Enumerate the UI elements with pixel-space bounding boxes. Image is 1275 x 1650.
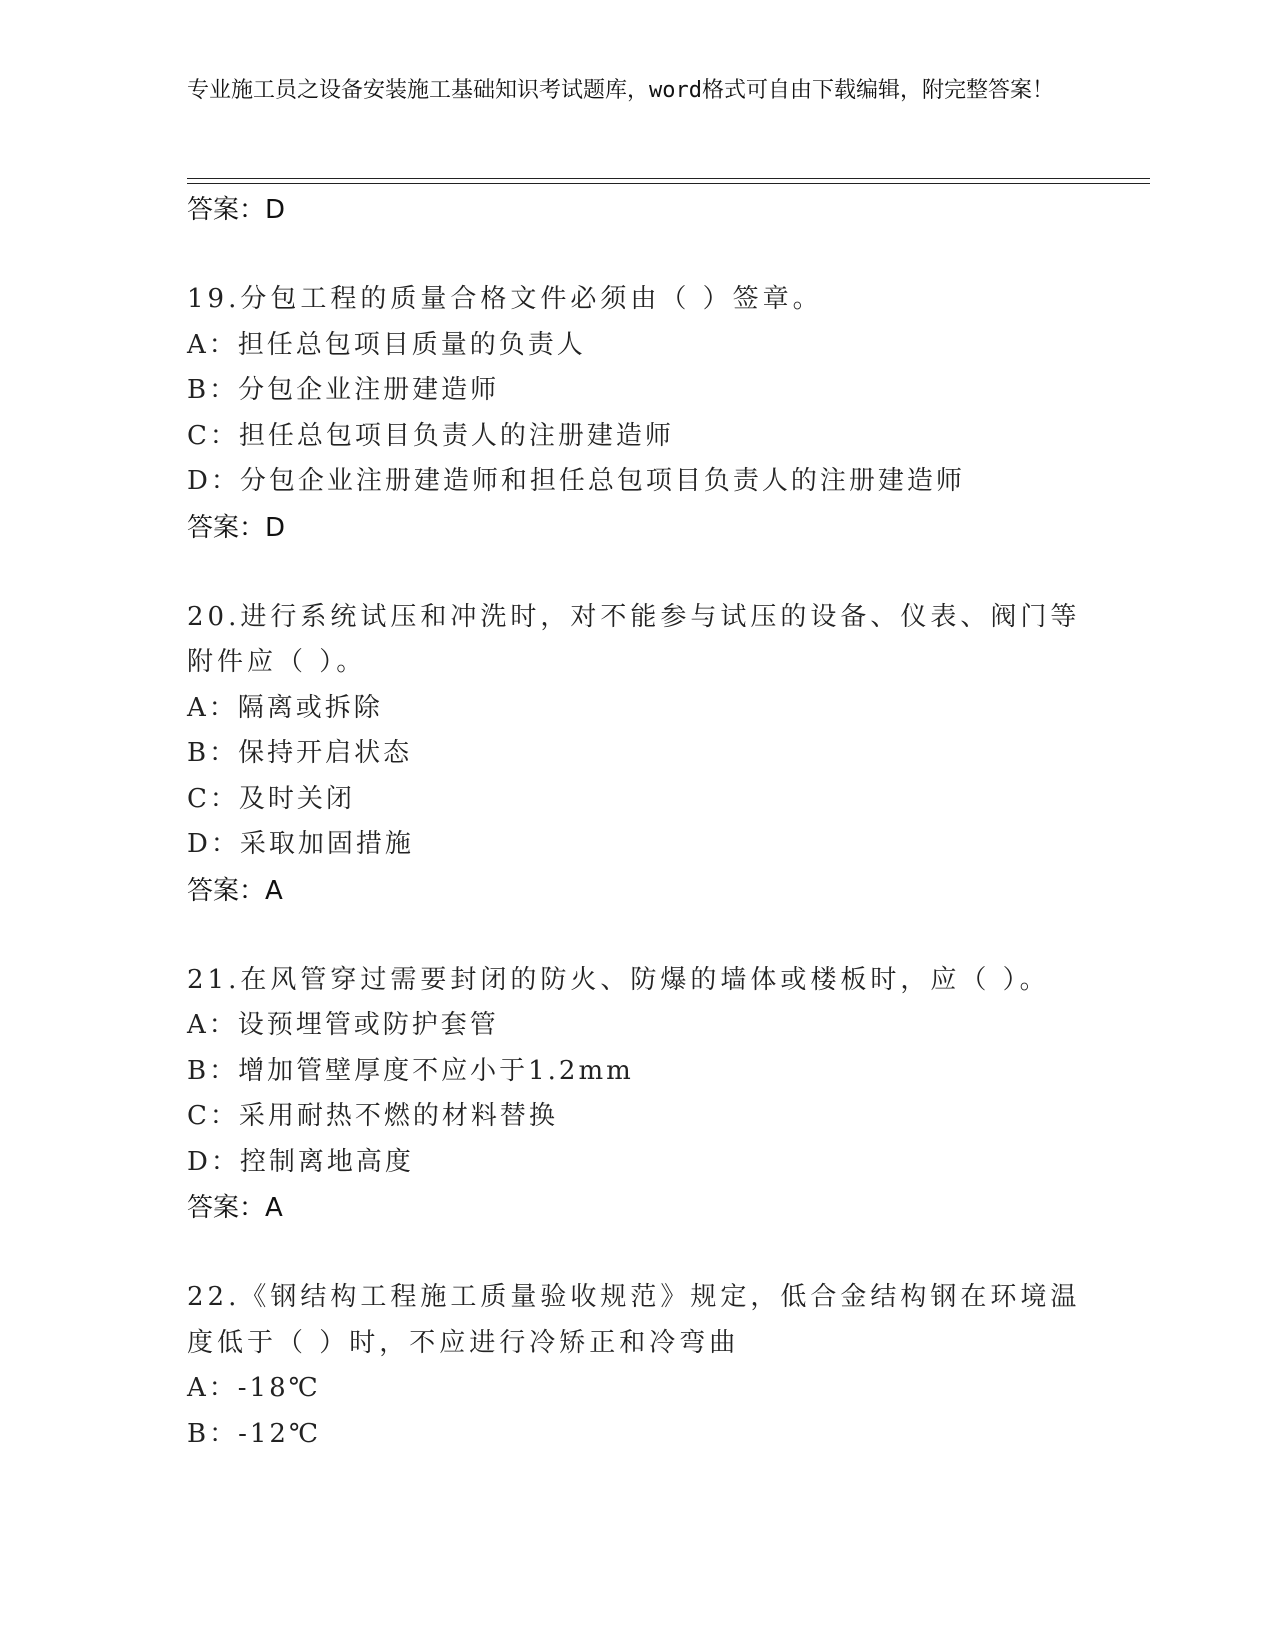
option-c: C：采用耐热不燃的材料替换 xyxy=(187,1101,558,1131)
option-b: B：增加管壁厚度不应小于1.2mm xyxy=(187,1055,634,1086)
option-c: C：担任总包项目负责人的注册建造师 xyxy=(187,420,674,451)
question-list xyxy=(187,187,1087,1457)
answer-label: 答案：A xyxy=(187,1193,283,1223)
option-a: A：设预埋管或防护套管 xyxy=(187,1010,499,1040)
document-header: 专业施工员之设备安装施工基础知识考试题库，word格式可自由下载编辑，附完整答案！ xyxy=(187,78,1054,103)
spacer xyxy=(187,233,1087,277)
option-d: D：分包企业注册建造师和担任总包项目负责人的注册建造师 xyxy=(187,466,965,496)
spacer xyxy=(187,1231,1087,1275)
answer-label: 答案：A xyxy=(187,875,283,906)
header-rule-top xyxy=(187,178,1150,179)
option-d: D：采取加固措施 xyxy=(187,829,414,859)
question-stem: 19.分包工程的质量合格文件必须由（ ）签章。 xyxy=(187,284,823,314)
option-c: C：及时关闭 xyxy=(187,783,355,814)
spacer xyxy=(187,551,1087,595)
answer-label: 答案：D xyxy=(187,195,286,225)
option-a: A：担任总包项目质量的负责人 xyxy=(187,329,586,360)
option-a: A：-18℃ xyxy=(187,1373,321,1403)
option-b: B：-12℃ xyxy=(187,1418,322,1449)
question-stem: 22.《钢结构工程施工质量验收规范》规定，低合金结构钢在环境温度低于（ ）时，不应进行冷矫正和冷弯曲 xyxy=(187,1282,1081,1358)
option-a: A：隔离或拆除 xyxy=(187,692,383,723)
question-stem: 21.在风管穿过需要封闭的防火、防爆的墙体或楼板时，应（ ）。 xyxy=(187,964,1050,995)
question-stem: 20.进行系统试压和冲洗时，对不能参与试压的设备、仪表、阀门等附件应（ ）。 xyxy=(187,601,1081,677)
header-rule-bottom xyxy=(187,183,1150,184)
answer-label: 答案：D xyxy=(187,512,286,543)
spacer xyxy=(187,914,1087,958)
option-b: B：保持开启状态 xyxy=(187,738,413,768)
option-d: D：控制离地高度 xyxy=(187,1146,414,1177)
option-b: B：分包企业注册建造师 xyxy=(187,375,500,405)
